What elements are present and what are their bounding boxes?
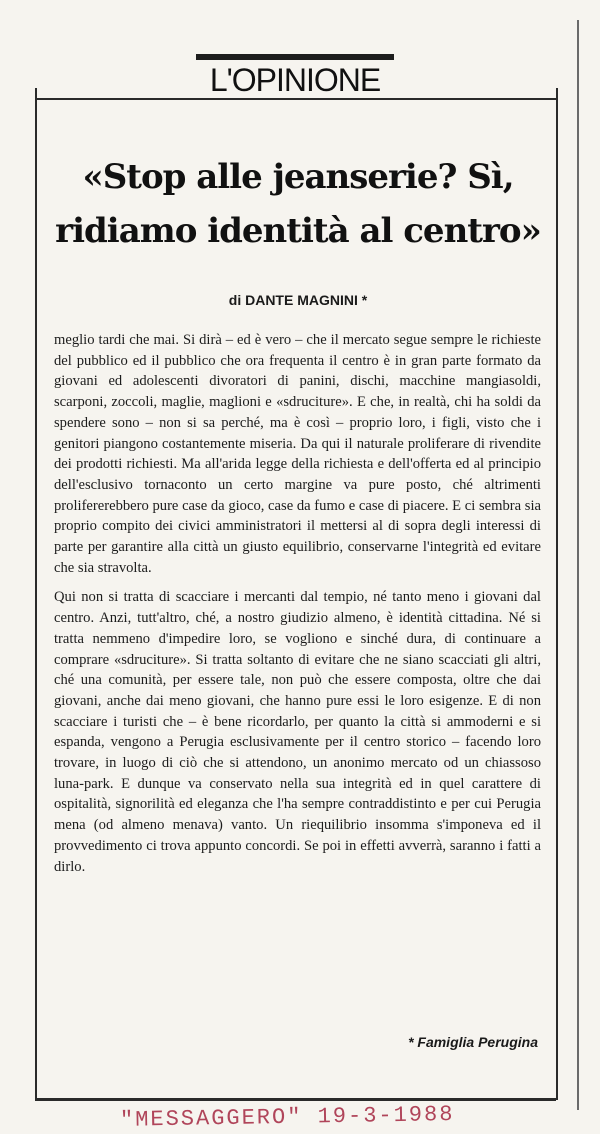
paragraph-2: Qui non si tratta di scacciare i mercanti dal tempio, né tanto meno i giovani dal centro. Anzi, tutt'altro, ché, a nostro giudizio almeno, è identità cittadina. Né si tratta nemmeno d'impedire loro, se vogliono e sinché dura, di continuare a comprare «sdruciture». Si tratta soltanto di evitare che ne siano scacciati gli altri, ché una comunità, per essere tale, non può che essere composta, oltre che dai giovani, anche dai meno giovani, che hanno pure essi le loro esigenze. E di non scacciare i turisti che – è bene ricordarlo, per quanto la città si ammoderni e si espanda, vengono a Perugia esclusivamente per il centro storico – facendo loro trovare, in luogo di ciò che si attendono, un anonimo mercato od un chiassoso luna-park. E dunque va conservato nella sua integrità ed in quel carattere di ospitalità, signorilità ed eleganza che l'ha sempre contraddistinto e per cui Perugia mena (od almeno menava) vanto. Un riequilibrio insomma s'imponeva ed il provvedimento ci trova appunto concordi. Se poi in effetti avverrà, saranno i fatti a dirlo.: [54, 589, 541, 875]
paragraph-1: meglio tardi che mai. Si dirà – ed è vero – che il mercato segue sempre le richieste del pubblico ed il pubblico che ora frequenta il centro è in gran parte formato da giovani ed adolescenti divoratori di panini, dischi, macchine mangiasoldi, scarponi, zoccoli, maglie, maglioni e «sdruciture». E che, in realtà, chi ha soldi da spendere sono – non si sa perché, ma è così – proprio loro, i figli, visto che i genitori piangono costantemente miseria. Da qui il naturale proliferare di rivendite dei prodotti richiesti. Ma all'arida legge della richiesta e dell'offerta ed al principio dell'esclusivo tornaconto un certo margine va pure posto, ché altrimenti prolifererebbero pure case da gioco, case da fumo e case di piacere. E ci sembra sia proprio compito dei civici amministratori il mettersi al di sopra degli interessi di parte per garantire alla città un giusto equilibrio, conservarne l'integrità ed evitare che sia stravolta.: [54, 332, 541, 576]
article-body: [54, 330, 541, 886]
signature: * Famiglia Perugina: [408, 1034, 538, 1050]
headline: [48, 150, 548, 258]
column-rule: [577, 20, 579, 1110]
section-label-text: L'OPINIONE: [209, 62, 381, 98]
headline-line-2: ridiamo identità al centro»: [55, 211, 541, 251]
headline-line-1: «Stop alle jeanserie? Sì,: [82, 157, 514, 197]
handwritten-source-note: "MESSAGGERO" 19-3-1988: [119, 1102, 455, 1133]
byline: di DANTE MAGNINI *: [228, 292, 368, 308]
section-bar: [196, 54, 394, 60]
frame-bottom-rule: [35, 1098, 556, 1101]
